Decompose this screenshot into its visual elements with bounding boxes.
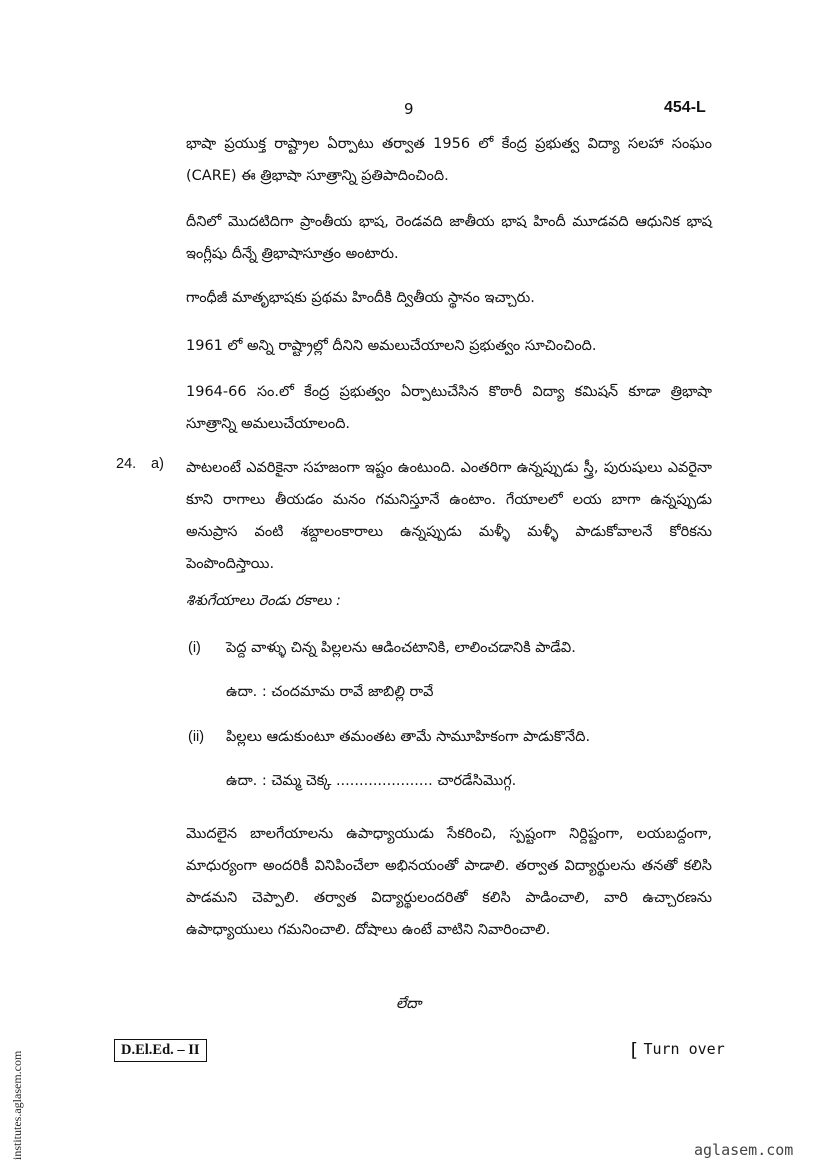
item-text: పిల్లలు ఆడుకుంటూ తమంతట తామే సామూహికంగా పాడుకొనేది.	[226, 729, 591, 745]
closing-paragraph: మొదలైన బాలగేయాలను ఉపాధ్యాయుడు సేకరించి, స్పష్టంగా నిర్దిష్టంగా, లయబద్దంగా, మాధుర్యంగా అందరికీ వినిపించేలా అభినయంతో పాడాలి. తర్వాత విద్యార్థులను తనతో కలిసి పాడమని చెప్పాలి. తర్వాత విద్యార్థులందరితో కలిసి పాడించాలి, వారి ఉచ్చారణను ఉపాధ్యాయులు గమనించాలి. దోషాలు ఉంటే వాటిని నివారించాలి.	[186, 826, 712, 938]
paragraph-three-languages: దీనిలో మొదటిదిగా ప్రాంతీయ భాష, రెండవది జాతీయ భాష హిందీ మూడవది ఆధునిక భాష ఇంగ్లీషు దీన్నే త్రిభాషాసూత్రం అంటారు.	[186, 214, 712, 262]
question-intro: పాటలంటే ఎవరికైనా సహజంగా ఇష్టం ఉంటుంది. ఎంతరిగా ఉన్నప్పుడు స్త్రీ, పురుషులు ఎవరైనా కూని రాగాలు తీయడం మనం గమనిస్తూనే ఉంటాం. గేయాలలో లయ బాగా ఉన్నప్పుడు అనుప్రాస వంటి శబ్దాలంకారాలు ఉన్నప్పుడు మళ్ళీ మళ్ళీ పాడుకోవాలనే కోరికను పెంపొందిస్తాయి.	[186, 460, 712, 572]
paragraph-kothari: 1964-66 సం.లో కేంద్ర ప్రభుత్వం ఏర్పాటుచేసిన కొఠారీ విద్యా కమిషన్ కూడా త్రిభాషా సూత్రాన్ని అమలుచేయాలంది.	[186, 384, 712, 432]
side-watermark: institutes.aglasem.com	[10, 1050, 24, 1160]
item-number: (ii)	[188, 729, 205, 745]
corner-watermark: aglasem.com	[694, 1141, 794, 1159]
paragraph-1961: 1961 లో అన్ని రాష్ట్రాల్లో దీనిని అమలుచేయాలని ప్రభుత్వం సూచించింది.	[186, 338, 597, 354]
turn-over-label: Turn over	[643, 1040, 725, 1058]
item-text: పెద్ద వాళ్ళు చిన్న పిల్లలను ఆడించటానికి, లాలించడానికి పాడేవి.	[226, 640, 576, 656]
paragraph-care: భాషా ప్రయుక్త రాష్ట్రాల ఏర్పాటు తర్వాత 1956 లో కేంద్ర ప్రభుత్వ విద్యా సలహా సంఘం (CARE) ఈ త్రిభాషా సూత్రాన్ని ప్రతిపాదించింది.	[186, 136, 712, 184]
question-number: 24.	[116, 456, 137, 472]
turn-over-bracket: [	[628, 1039, 640, 1061]
course-code-box: D.El.Ed. – II	[114, 1039, 207, 1062]
paragraph-gandhiji: గాంధీజీ మాతృభాషకు ప్రథమ హిందీకి ద్వితీయ స్థానం ఇచ్చారు.	[186, 290, 535, 306]
item-example: ఉదా. : చందమామ రావే జాబిల్లి రావే	[226, 684, 434, 700]
item-number: (i)	[188, 640, 201, 656]
question-sub-label: a)	[151, 456, 164, 472]
paper-code: 454-L	[664, 99, 706, 116]
turn-over-note	[628, 1039, 725, 1061]
item-example: ఉదా. : చెమ్మ చెక్క ..................... చారడేసిమొగ్గ.	[226, 773, 517, 789]
subheading-rhyme-types: శిశుగేయాలు రెండు రకాలు :	[186, 593, 341, 609]
page-number: 9	[404, 100, 414, 118]
or-divider: లేదా	[396, 996, 422, 1012]
